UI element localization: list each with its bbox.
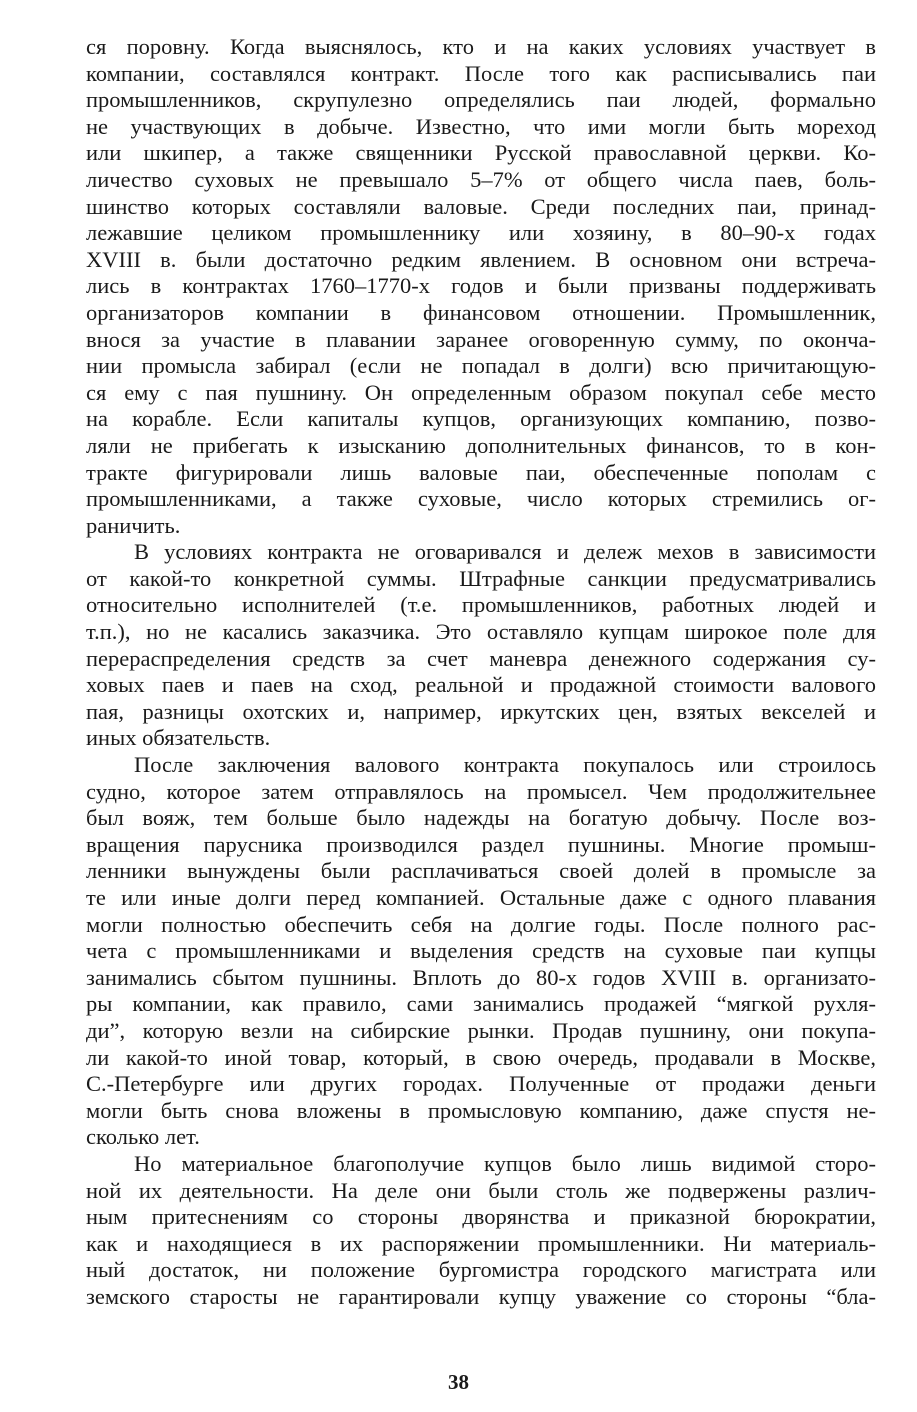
- text-line: ди”, которую везли на сибирские рынки. Продав пушнину, они покупа-: [86, 1017, 876, 1043]
- text-line: Но материальное благополучие купцов было лишь видимой сторо-: [134, 1150, 876, 1176]
- text-line: XVIII в. были достаточно редким явлением. В основном они встреча-: [86, 246, 876, 272]
- text-line: ный достаток, ни положение бургомистра городского магистрата или: [86, 1257, 876, 1283]
- text-line: ленники вынуждены были расплачиваться своей долей в промысле за: [86, 858, 876, 884]
- paragraph-3: [86, 752, 876, 1151]
- text-line: те или иные долги перед компанией. Остальные даже с одного плавания: [86, 885, 876, 910]
- text-line: относительно исполнителей (т.е. промышленников, работных людей и: [86, 592, 876, 618]
- text-line: ся поровну. Когда выяснялось, кто и на каких условиях участвует в: [86, 34, 876, 59]
- text-line: личество суховых не превышало 5–7% от общего числа паев, боль-: [86, 166, 876, 192]
- text-line: ным притеснениям со стороны дворянства и приказной бюрократии,: [86, 1204, 876, 1230]
- text-line: промышленниками, а также суховые, число которых стремились ог-: [86, 486, 876, 512]
- text-line: сколько лет.: [86, 1124, 200, 1150]
- text-line: С.-Петербурге или других городах. Полученные от продажи деньги: [86, 1071, 876, 1097]
- text-line: компании, составлялся контракт. После того как расписывались паи: [86, 60, 876, 86]
- text-line: иных обязательств.: [86, 725, 271, 751]
- text-line: перераспределения средств за счет маневра денежного содержания су-: [86, 645, 876, 671]
- text-line: лежавшие целиком промышленнику или хозяину, в 80–90-х годах: [86, 220, 876, 246]
- text-line: организаторов компании в финансовом отношении. Промышленник,: [86, 299, 876, 325]
- text-line: промышленников, скрупулезно определялись паи людей, формально: [86, 87, 876, 113]
- text-line: т.п.), но не касались заказчика. Это оставляло купцам широкое поле для: [86, 619, 876, 645]
- text-line: ной их деятельности. На деле они были столь же подвержены различ-: [86, 1177, 876, 1203]
- paragraph-4: [86, 1151, 876, 1311]
- text-line: на корабле. Если капиталы купцов, организующих компанию, позво-: [86, 406, 876, 432]
- text-line: ховых паев и паев на сход, реальной и продажной стоимости валового: [86, 672, 876, 698]
- text-line: судно, которое затем отправлялось на промысел. Чем продолжительнее: [86, 778, 876, 804]
- text-line: В условиях контракта не оговаривался и дележ мехов в зависимости: [134, 539, 876, 565]
- text-line: могли полностью обеспечить себя на долгие годы. После полного рас-: [86, 911, 876, 937]
- text-line: не участвующих в добыче. Известно, что ими могли быть мореход: [86, 113, 876, 139]
- text-line: от какой-то конкретной суммы. Штрафные санкции предусматривались: [86, 565, 876, 591]
- text-line: чета с промышленниками и выделения средств на суховые паи купцы: [86, 938, 876, 964]
- text-line: внося за участие в плавании заранее оговоренную сумму, по оконча-: [86, 326, 876, 352]
- text-line: вращения парусника производился раздел пушнины. Многие промыш-: [86, 831, 876, 857]
- paragraph-2: [86, 539, 876, 752]
- text-line: лись в контрактах 1760–1770-х годов и были призваны поддерживать: [86, 273, 876, 299]
- text-line: ляли не прибегать к изысканию дополнительных финансов, то в кон-: [86, 432, 876, 458]
- page-number: 38: [448, 1370, 469, 1394]
- text-line: После заключения валового контракта покупалось или строилось: [134, 752, 876, 778]
- paragraph-1: [86, 34, 876, 539]
- text-line: земского старосты не гарантировали купцу уважение со стороны “бла-: [86, 1283, 876, 1309]
- text-line: или шкипер, а также священники Русской православной церкви. Ко-: [86, 140, 876, 166]
- page-body: [86, 34, 876, 1311]
- text-line: тракте фигурировали лишь валовые паи, обеспеченные пополам с: [86, 459, 876, 485]
- text-line: могли быть снова вложены в промысловую компанию, даже спустя не-: [86, 1097, 876, 1123]
- text-line: как и находящиеся в их распоряжении промышленники. Ни материаль-: [86, 1230, 876, 1256]
- text-line: ры компании, как правило, сами занимались продажей “мягкой рухля-: [86, 991, 876, 1017]
- text-line: был вояж, тем больше было надежды на богатую добычу. После воз-: [86, 805, 876, 831]
- text-line: пая, разницы охотских и, например, иркутских цен, взятых векселей и: [86, 698, 876, 724]
- text-line: занимались сбытом пушнины. Вплоть до 80-х годов XVIII в. организато-: [86, 964, 876, 990]
- text-line: ли какой-то иной товар, который, в свою очередь, продавали в Москве,: [86, 1044, 876, 1070]
- text-line: нии промысла забирал (если не попадал в долги) всю причитающую-: [86, 353, 876, 379]
- text-line: раничить.: [86, 512, 181, 538]
- text-line: шинство которых составляли валовые. Среди последних паи, принад-: [86, 193, 876, 219]
- text-line: ся ему с пая пушнину. Он определенным образом покупал себе место: [86, 379, 876, 405]
